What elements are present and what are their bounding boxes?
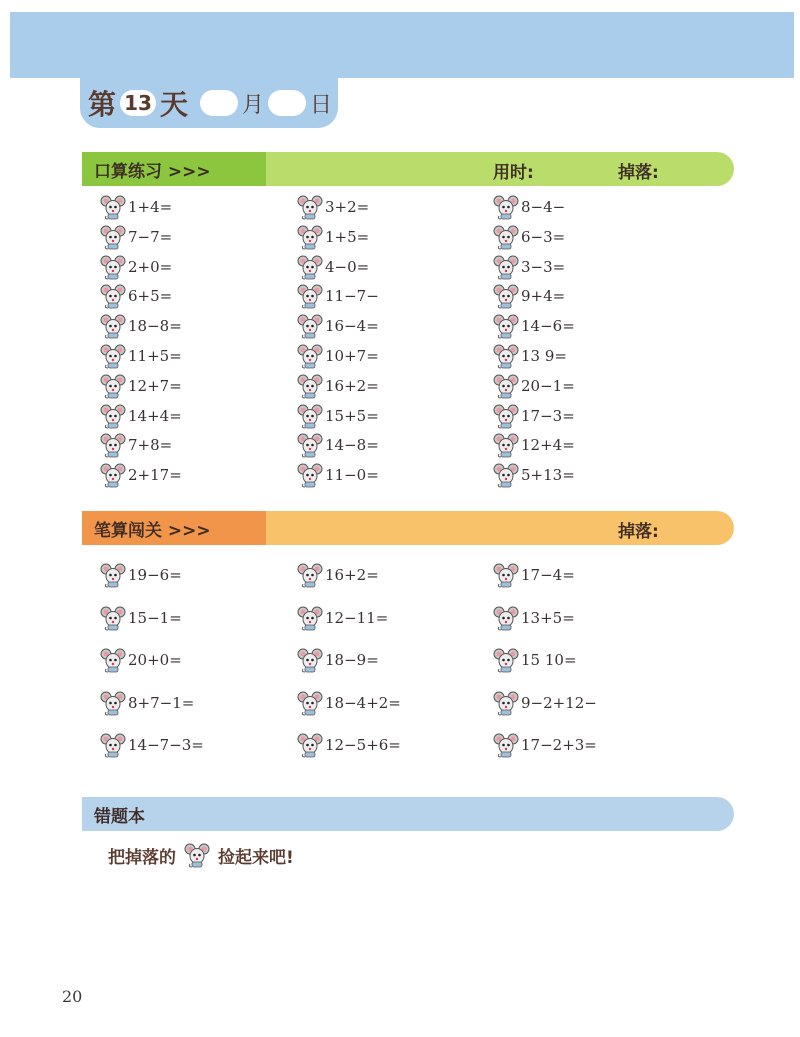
written-dropped-label: 掉落: <box>618 522 659 542</box>
problem-item <box>493 647 577 673</box>
mouse-icon <box>100 432 126 458</box>
problem-text: 8+7−1= <box>128 693 195 712</box>
mouse-icon <box>100 283 126 309</box>
problem-item <box>297 373 379 399</box>
mouse-icon <box>493 462 519 488</box>
problem-item <box>297 224 369 250</box>
problem-text: 1+4= <box>128 198 173 216</box>
problem-item <box>100 690 194 716</box>
mouse-icon <box>100 605 126 631</box>
problem-item <box>100 254 172 280</box>
problem-item <box>100 224 172 250</box>
tip-text-before: 把掉落的 <box>108 847 176 868</box>
mouse-icon <box>297 283 323 309</box>
problem-text: 15+5= <box>325 406 379 425</box>
problem-text: 12−5+6= <box>325 736 401 754</box>
problem-item <box>100 373 182 399</box>
problem-text: 13+5= <box>521 608 575 627</box>
oral-time-label: 用时: <box>493 163 534 183</box>
problem-text: 15 10= <box>521 651 577 669</box>
problem-item <box>100 403 182 429</box>
mouse-icon <box>297 373 323 399</box>
mouse-icon <box>297 732 323 758</box>
problem-text: 12−11= <box>325 608 389 627</box>
mouse-icon <box>100 313 126 339</box>
problem-item <box>297 283 379 309</box>
day-prefix: 第 <box>88 88 117 121</box>
problem-text: 9−2+12− <box>521 693 597 712</box>
problem-text: 18−8= <box>128 317 182 336</box>
problem-text: 17−3= <box>521 406 575 425</box>
problem-item <box>493 254 565 280</box>
problem-text: 20−1= <box>521 376 575 395</box>
problem-text: 5+13= <box>521 466 575 485</box>
problem-text: 1+5= <box>325 227 370 246</box>
oral-dropped-label: 掉落: <box>618 163 659 183</box>
problem-text: 17−4= <box>521 566 575 584</box>
problem-text: 4−0= <box>325 257 370 276</box>
problem-text: 10+7= <box>325 347 379 365</box>
mouse-icon <box>100 732 126 758</box>
mouse-icon <box>297 254 323 280</box>
mouse-icon <box>297 690 323 716</box>
problem-text: 2+17= <box>128 466 182 485</box>
problem-item <box>100 343 182 369</box>
mouse-icon <box>493 647 519 673</box>
mouse-icon <box>297 403 323 429</box>
problem-text: 3−3= <box>521 257 566 276</box>
mouse-icon <box>493 690 519 716</box>
day-suffix: 天 <box>160 88 189 121</box>
problem-text: 18−4+2= <box>325 693 401 712</box>
mouse-icon <box>493 313 519 339</box>
oral-section-title: 口算练习 >>> <box>82 152 266 186</box>
mouse-icon <box>297 194 323 220</box>
date-blank[interactable] <box>268 90 306 116</box>
written-section-title: 笔算闯关 >>> <box>82 511 266 545</box>
day-heading <box>88 84 332 122</box>
mouse-icon <box>100 254 126 280</box>
problem-text: 12+4= <box>521 436 575 455</box>
month-label: 月 <box>242 92 265 118</box>
problem-item <box>100 562 182 588</box>
mouse-icon <box>297 343 323 369</box>
problem-text: 18−9= <box>325 651 379 669</box>
problem-text: 14+4= <box>128 406 182 425</box>
errors-tip <box>108 842 294 868</box>
problem-text: 7−7= <box>128 227 173 246</box>
problem-text: 19−6= <box>128 566 182 584</box>
problem-text: 14−8= <box>325 436 379 455</box>
problem-text: 12+7= <box>128 376 182 395</box>
mouse-icon <box>297 313 323 339</box>
problem-text: 8−4− <box>521 198 566 216</box>
problem-item <box>297 254 369 280</box>
problem-text: 11+5= <box>128 347 182 365</box>
month-blank[interactable] <box>200 90 238 116</box>
problem-text: 11−7− <box>325 287 379 306</box>
problem-item <box>297 343 379 369</box>
problem-item <box>297 403 379 429</box>
problem-item <box>493 732 597 758</box>
problem-item <box>297 605 388 631</box>
problem-text: 3+2= <box>325 198 370 216</box>
problem-item <box>100 647 182 673</box>
page-number: 20 <box>62 987 83 1006</box>
mouse-icon <box>493 224 519 250</box>
mouse-icon <box>493 254 519 280</box>
problem-item <box>493 562 575 588</box>
problem-item <box>493 194 565 220</box>
mouse-icon <box>493 562 519 588</box>
problem-item <box>493 432 575 458</box>
problem-item <box>100 732 204 758</box>
problem-item <box>493 313 575 339</box>
problem-text: 14−6= <box>521 317 575 336</box>
mouse-icon <box>297 562 323 588</box>
problem-item <box>493 373 575 399</box>
problem-text: 6−3= <box>521 227 566 246</box>
problem-item <box>100 283 172 309</box>
date-label: 日 <box>310 92 333 118</box>
problem-item <box>297 194 369 220</box>
errors-section-title: 错题本 <box>94 806 145 827</box>
mouse-icon <box>297 432 323 458</box>
mouse-icon <box>100 462 126 488</box>
mouse-icon <box>493 403 519 429</box>
mouse-icon <box>297 647 323 673</box>
problem-item <box>297 690 401 716</box>
problem-item <box>297 432 379 458</box>
mouse-icon <box>100 194 126 220</box>
problem-text: 7+8= <box>128 436 173 455</box>
problem-item <box>100 432 172 458</box>
mouse-icon <box>493 732 519 758</box>
problem-item <box>493 605 575 631</box>
problem-item <box>100 462 182 488</box>
mouse-icon <box>297 224 323 250</box>
problem-text: 20+0= <box>128 651 182 669</box>
problem-item <box>100 605 182 631</box>
problem-text: 16−4= <box>325 317 379 336</box>
problem-text: 13 9= <box>521 347 567 365</box>
problem-item <box>493 283 565 309</box>
problem-item <box>493 690 597 716</box>
problem-item <box>297 562 379 588</box>
problem-item <box>493 343 567 369</box>
problem-item <box>100 194 172 220</box>
problem-item <box>493 462 575 488</box>
mouse-icon <box>493 432 519 458</box>
problem-item <box>297 647 379 673</box>
mouse-icon <box>100 690 126 716</box>
problem-item <box>493 224 565 250</box>
mouse-icon <box>100 373 126 399</box>
problem-item <box>493 403 575 429</box>
mouse-icon <box>493 605 519 631</box>
mouse-icon <box>100 403 126 429</box>
problem-text: 17−2+3= <box>521 736 597 754</box>
header-band <box>10 12 794 78</box>
problem-text: 14−7−3= <box>128 736 204 754</box>
tip-text-after: 捡起来吧! <box>218 847 294 868</box>
mouse-icon <box>100 647 126 673</box>
problem-item <box>297 462 379 488</box>
problem-text: 15−1= <box>128 608 182 627</box>
problem-text: 2+0= <box>128 257 173 276</box>
problem-text: 16+2= <box>325 566 379 584</box>
mouse-icon <box>297 462 323 488</box>
mouse-icon <box>493 194 519 220</box>
mouse-icon <box>297 605 323 631</box>
problem-text: 11−0= <box>325 466 379 485</box>
mouse-icon <box>493 373 519 399</box>
mouse-icon <box>493 283 519 309</box>
problem-text: 6+5= <box>128 287 173 306</box>
mouse-icon <box>184 842 210 868</box>
day-number: 13 <box>120 90 156 116</box>
mouse-icon <box>100 343 126 369</box>
problem-text: 16+2= <box>325 376 379 395</box>
mouse-icon <box>493 343 519 369</box>
problem-item <box>100 313 182 339</box>
problem-item <box>297 732 401 758</box>
problem-item <box>297 313 379 339</box>
mouse-icon <box>100 562 126 588</box>
mouse-icon <box>100 224 126 250</box>
problem-text: 9+4= <box>521 287 566 306</box>
